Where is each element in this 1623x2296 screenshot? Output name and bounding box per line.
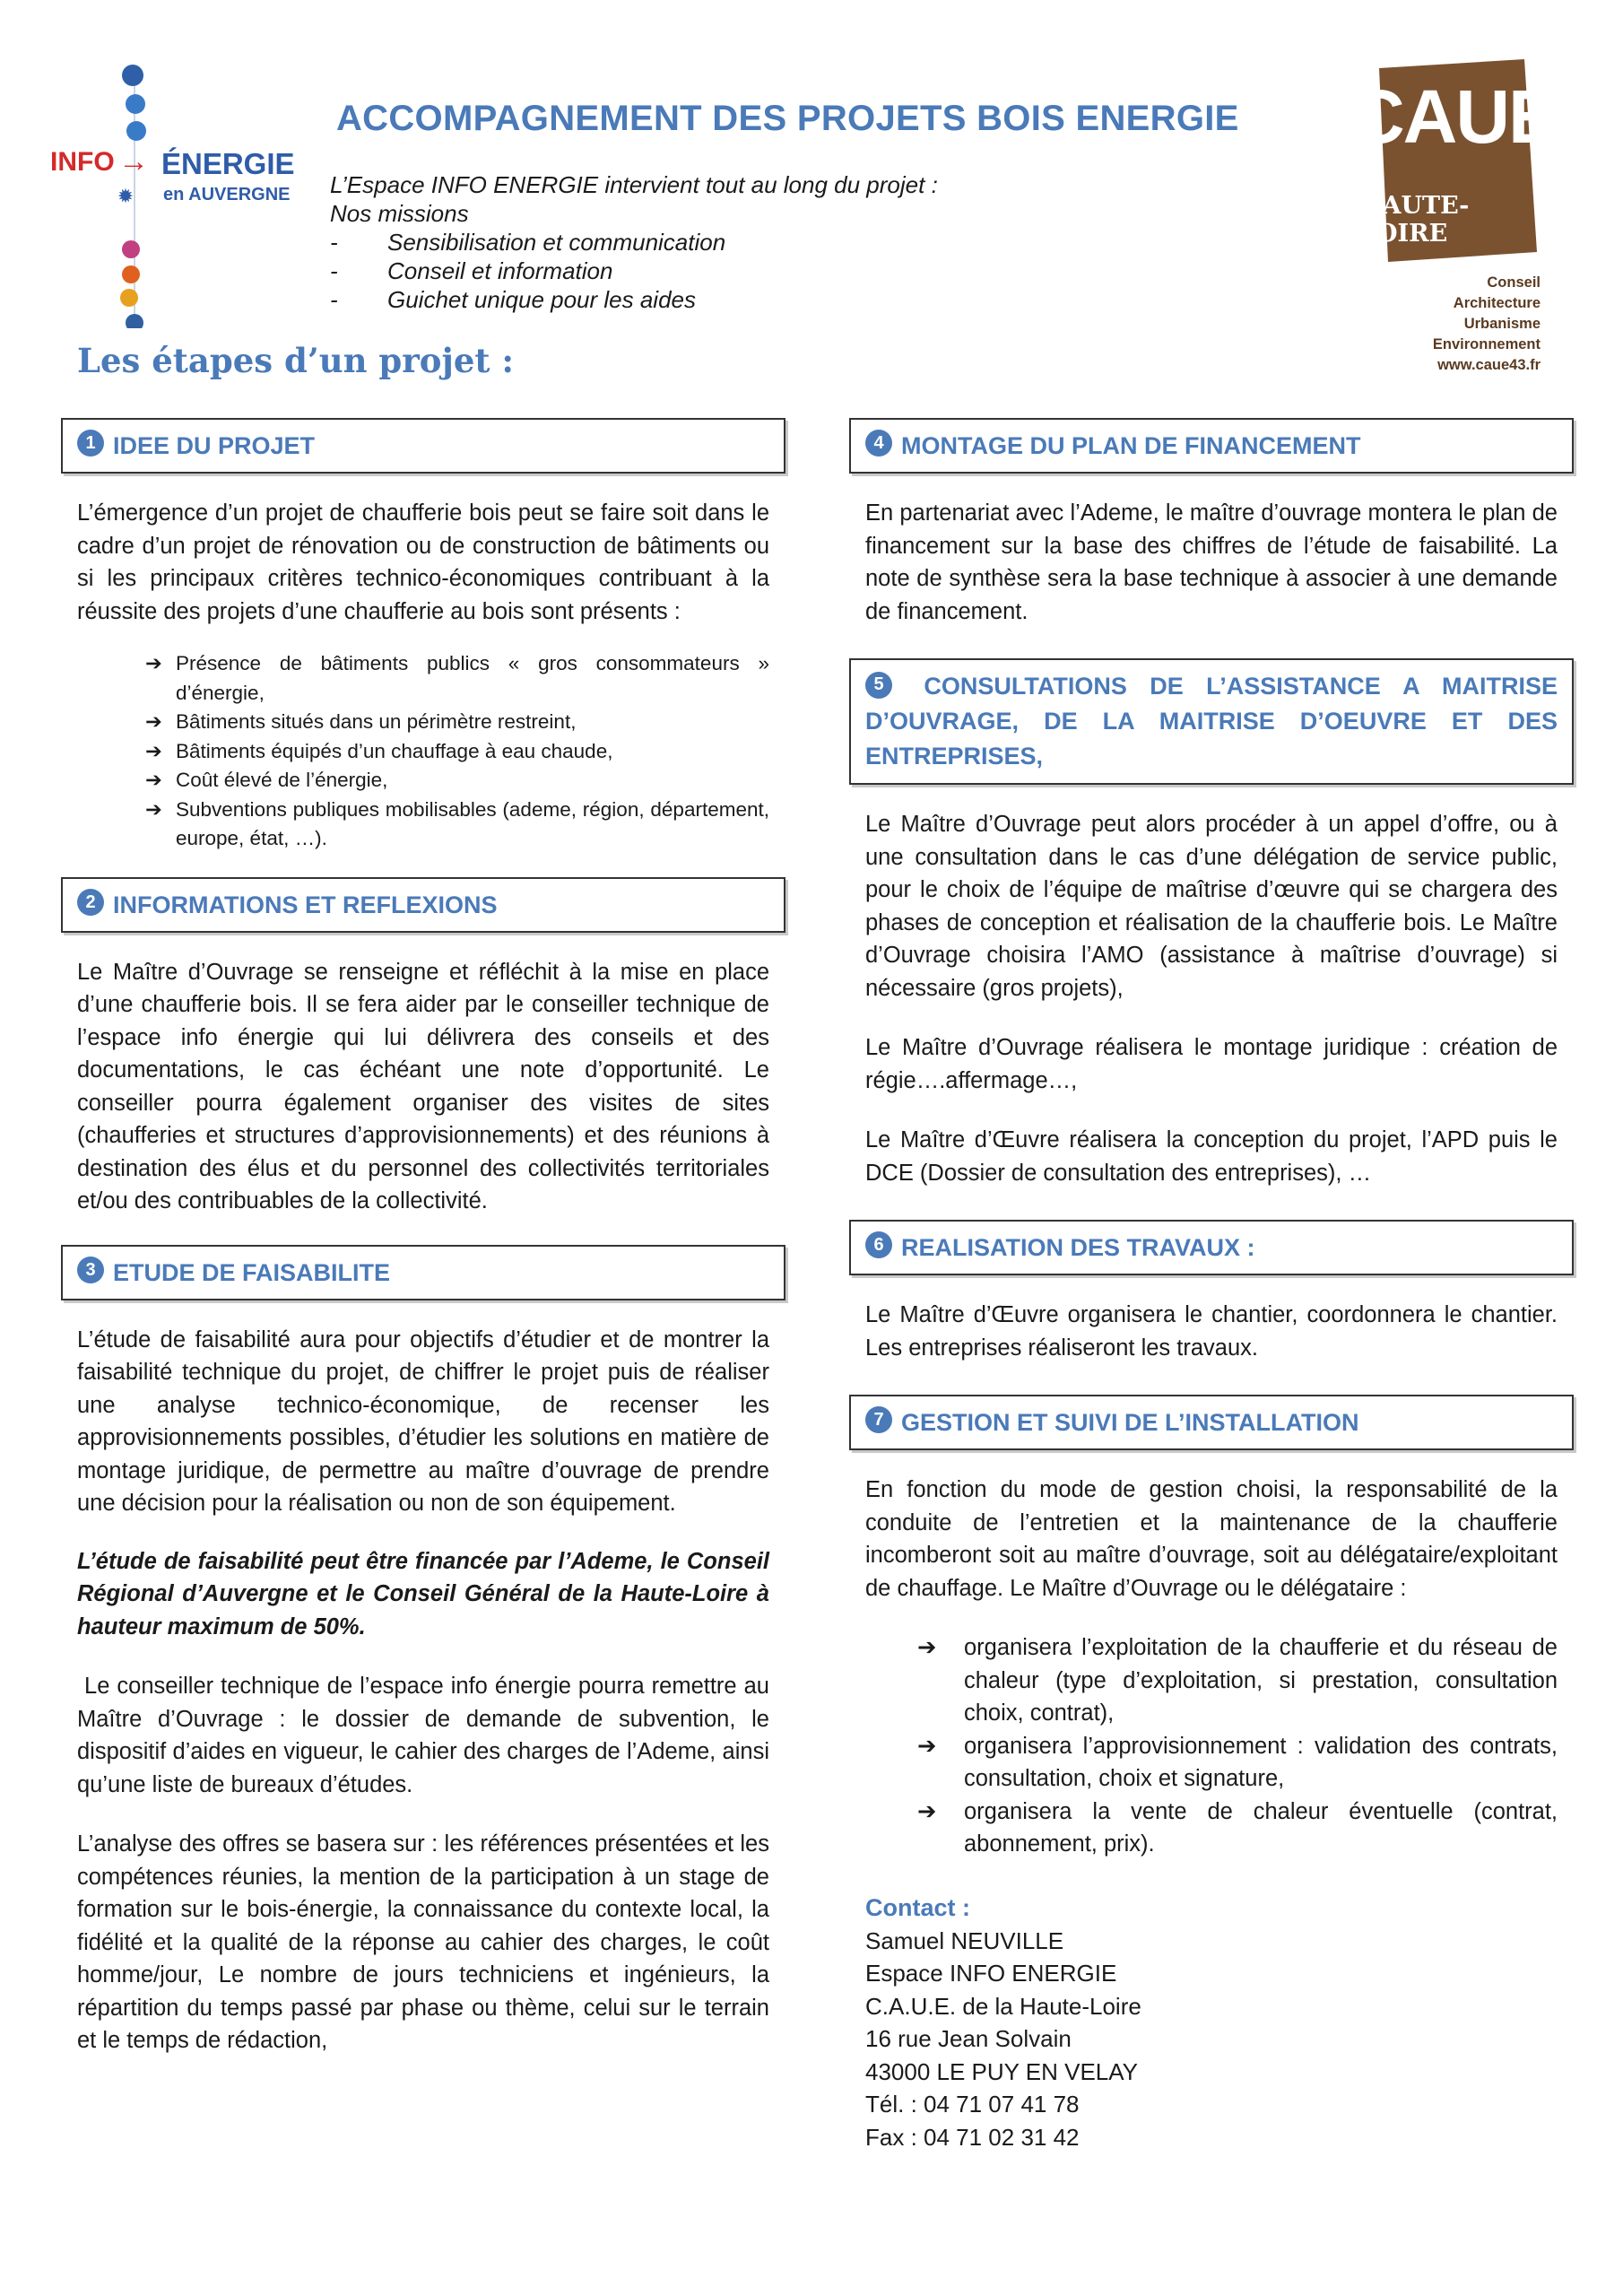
arrow-icon: ➔ xyxy=(145,797,162,821)
contact-fax: Fax : 04 71 02 31 42 xyxy=(865,2123,1080,2151)
section-title: CONSULTATIONS DE L’ASSISTANCE A MAITRISE D’OUVRAGE, DE LA MAITRISE D’OEUVRE ET DES ENTREPRISES, xyxy=(865,673,1558,770)
caue-line: Environnement xyxy=(1432,336,1541,352)
mission-text: Guichet unique pour les aides xyxy=(387,286,697,313)
list-item xyxy=(77,737,769,767)
info-energie-logo xyxy=(45,59,314,328)
arrow-icon: ➔ xyxy=(917,1635,937,1660)
caue-line: Architecture xyxy=(1453,295,1541,311)
section-5-paragraph: Le Maître d’Ouvrage peut alors procéder à un appel d’offre, ou à une consultation dans le cas d’une délégation de service public, pour le choix de l’équipe de maîtrise d’œuvre qui se chargera des phases de conception et réalisation de la chaufferie bois. Le Maître d’Ouvrage choisira l’AMO (assistance à maîtrise d’ouvrage) si nécessaire (gros projets), xyxy=(865,812,1558,1001)
caue-logo-text: CAUE xyxy=(1350,74,1558,159)
section-title: GESTION ET SUIVI DE L’INSTALLATION xyxy=(901,1409,1359,1436)
section-title: REALISATION DES TRAVAUX : xyxy=(901,1234,1255,1261)
arrow-icon: ➔ xyxy=(917,1733,937,1759)
intro-missions-label: Nos missions xyxy=(330,200,469,227)
arrow-icon: ➔ xyxy=(917,1798,937,1824)
section-7-paragraph: En fonction du mode de gestion choisi, la responsabilité de la conduite de l’entretien et la maintenance de la chaufferie incomberont soit au maître d’ouvrage, soit au délégataire/exploitant de chauffage. Le Maître d’Ouvrage ou le délégataire : xyxy=(865,1477,1558,1601)
arrow-icon: ➔ xyxy=(145,739,162,762)
step-number-badge: 6 xyxy=(865,1231,892,1258)
list-item xyxy=(865,1796,1558,1861)
contact-title: Contact : xyxy=(865,1893,970,1921)
caue-website: www.caue43.fr xyxy=(1437,357,1541,373)
logo-energie-text: ÉNERGIE xyxy=(161,147,295,180)
list-item-text: Coût élevé de l’énergie, xyxy=(176,769,388,791)
section-4-header xyxy=(849,418,1574,474)
list-item-text: Bâtiments situés dans un périmètre restreint, xyxy=(176,710,577,733)
caue-line: Urbanisme xyxy=(1463,316,1541,332)
section-4-paragraph: En partenariat avec l’Ademe, le maître d’ouvrage montera le plan de financement sur la base des chiffres de l’étude de faisabilité. La note de synthèse sera la base technique à associer à une demande de financement. xyxy=(865,500,1558,624)
mission-text: Sensibilisation et communication xyxy=(387,229,726,256)
dash-marker: - xyxy=(330,229,338,256)
section-7-list xyxy=(849,1631,1574,1861)
list-item xyxy=(865,1631,1558,1730)
section-2-paragraph: Le Maître d’Ouvrage se renseigne et réfléchit à la mise en place d’une chaufferie bois. Il se fera aider par le conseiller technique de l’espace info énergie qui lui délivrera des conseils et des documentations, le cas échéant une note d’opportunité. Le conseiller pourra également organiser des visites de sites (chaufferies et structures d’approvisionnements) et des réunions à destination des élus et du personnel des collectivités territoriales et/ou des contribuables de la collectivité. xyxy=(77,959,769,1213)
contact-city: 43000 LE PUY EN VELAY xyxy=(865,2057,1139,2085)
page-title: ACCOMPAGNEMENT DES PROJETS BOIS ENERGIE xyxy=(336,99,1239,138)
caue-logo xyxy=(1345,59,1558,382)
contact-street: 16 rue Jean Solvain xyxy=(865,2025,1072,2052)
logo-sun-icon: ✹ xyxy=(118,187,133,206)
step-number-badge: 3 xyxy=(77,1257,104,1283)
section-1-list xyxy=(61,649,785,854)
section-title: MONTAGE DU PLAN DE FINANCEMENT xyxy=(901,432,1361,459)
section-5-header xyxy=(849,658,1574,785)
section-title: INFORMATIONS ET REFLEXIONS xyxy=(113,891,498,918)
arrow-icon: ➔ xyxy=(145,769,162,791)
dash-marker: - xyxy=(330,286,338,313)
list-item xyxy=(77,796,769,854)
section-6-header xyxy=(849,1220,1574,1275)
list-item-text: organisera l’exploitation de la chaufferie et du réseau de chaleur (type d’exploitation, si prestation, consultation choix, contrat), xyxy=(964,1635,1558,1726)
list-item-text: Subventions publiques mobilisables (ademe, région, département, europe, état, …). xyxy=(176,797,769,849)
section-3-paragraph-2: Le conseiller technique de l’espace info énergie pourra remettre au Maître d’Ouvrage : le dossier de demande de subvention, le dispositif d’aides en vigueur, le cahier des charges de l’Ademe, ainsi qu’une liste de bureaux d’études. xyxy=(77,1674,777,1797)
section-6-paragraph: Le Maître d’Œuvre organisera le chantier, coordonnera le chantier. Les entreprises réaliseront les travaux. xyxy=(865,1302,1558,1361)
logo-arrow-icon: → xyxy=(118,144,149,178)
section-7-header xyxy=(849,1395,1574,1450)
mission-item xyxy=(330,228,1119,257)
step-number-badge: 5 xyxy=(865,672,892,699)
step-number-badge: 2 xyxy=(77,889,104,916)
list-item-text: Présence de bâtiments publics « gros consommateurs » d’énergie, xyxy=(176,652,769,704)
dash-marker: - xyxy=(330,257,338,284)
list-item xyxy=(77,766,769,796)
section-3-paragraph: L’étude de faisabilité aura pour objectifs d’étudier et de montrer la faisabilité technique du projet, de chiffrer le projet puis de réaliser une analyse technico-économique, de recenser les approvisionnements possibles, d’étudier les solutions en matière de montage juridique, de permettre au maître d’ouvrage de prendre une décision pour la réalisation ou non de son équipement. xyxy=(77,1326,769,1516)
arrow-icon: ➔ xyxy=(145,710,162,733)
list-item-text: Bâtiments équipés d’un chauffage à eau chaude, xyxy=(176,739,613,762)
arrow-icon: ➔ xyxy=(145,652,162,674)
section-5-paragraph-3: Le Maître d’Œuvre réalisera la conception du projet, l’APD puis le DCE (Dossier de consultation des entreprises), … xyxy=(865,1127,1558,1186)
section-3-paragraph-3: L’analyse des offres se basera sur : les références présentées et les compétences réunies, la mention de la participation à un stage de formation sur le bois-énergie, la connaissance du contexte local, la fidélité et la qualité de la réponse au cahier des charges, le coût homme/jour, Le nombre de jours techniciens et ingénieurs, la répartition du temps passé par phase ou thème, celui sur le terrain et le temps de rédaction, xyxy=(77,1831,769,2053)
list-item xyxy=(865,1730,1558,1796)
caue-logo-region: HAUTE-LOIRE xyxy=(1359,192,1470,248)
section-3-funding-note: L’étude de faisabilité peut être financée par l’Ademe, le Conseil Régional d’Auvergne et le Conseil Général de la Haute-Loire à hauteur maximum de 50%. xyxy=(77,1548,769,1639)
mission-item xyxy=(330,257,1119,285)
contact-phone: Tél. : 04 71 07 41 78 xyxy=(865,2091,1080,2118)
steps-title: Les étapes d’un projet : xyxy=(77,341,515,380)
contact-org: Espace INFO ENERGIE xyxy=(865,1960,1117,1987)
contact-block xyxy=(849,1892,1574,2154)
intro-block xyxy=(330,170,1119,314)
logo-region-text: en AUVERGNE xyxy=(163,185,291,204)
left-column xyxy=(61,418,785,2057)
list-item-text: organisera l’approvisionnement : validation des contrats, consultation, choix et signature, xyxy=(964,1733,1558,1791)
section-1-header xyxy=(61,418,785,474)
section-2-header xyxy=(61,877,785,933)
step-number-badge: 4 xyxy=(865,430,892,457)
mission-item xyxy=(330,285,1119,314)
section-title: ETUDE DE FAISABILITE xyxy=(113,1258,391,1286)
list-item-text: organisera la vente de chaleur éventuelle (contrat, abonnement, prix). xyxy=(964,1798,1558,1857)
list-item xyxy=(77,649,769,708)
step-number-badge: 1 xyxy=(77,430,104,457)
caue-line: Conseil xyxy=(1487,274,1541,291)
step-number-badge: 7 xyxy=(865,1406,892,1433)
right-column xyxy=(849,418,1574,2153)
list-item xyxy=(77,708,769,737)
caue-logo-lines xyxy=(1363,273,1541,376)
section-3-header xyxy=(61,1245,785,1300)
contact-org-2: C.A.U.E. de la Haute-Loire xyxy=(865,1992,1141,2020)
section-5-paragraph-2: Le Maître d’Ouvrage réalisera le montage juridique : création de régie….affermage…, xyxy=(865,1035,1558,1093)
intro-line: L’Espace INFO ENERGIE intervient tout au long du projet : xyxy=(330,171,938,198)
logo-info-text: INFO xyxy=(50,147,115,177)
mission-text: Conseil et information xyxy=(387,257,613,284)
contact-name: Samuel NEUVILLE xyxy=(865,1926,1064,1954)
section-title: IDEE DU PROJET xyxy=(113,432,316,459)
section-1-paragraph: L’émergence d’un projet de chaufferie bois peut se faire soit dans le cadre d’un projet de rénovation ou de construction de bâtiments ou si les principaux critères technico-économiques contribuant à la réussite des projets d’une chaufferie au bois sont présents : xyxy=(77,500,769,624)
